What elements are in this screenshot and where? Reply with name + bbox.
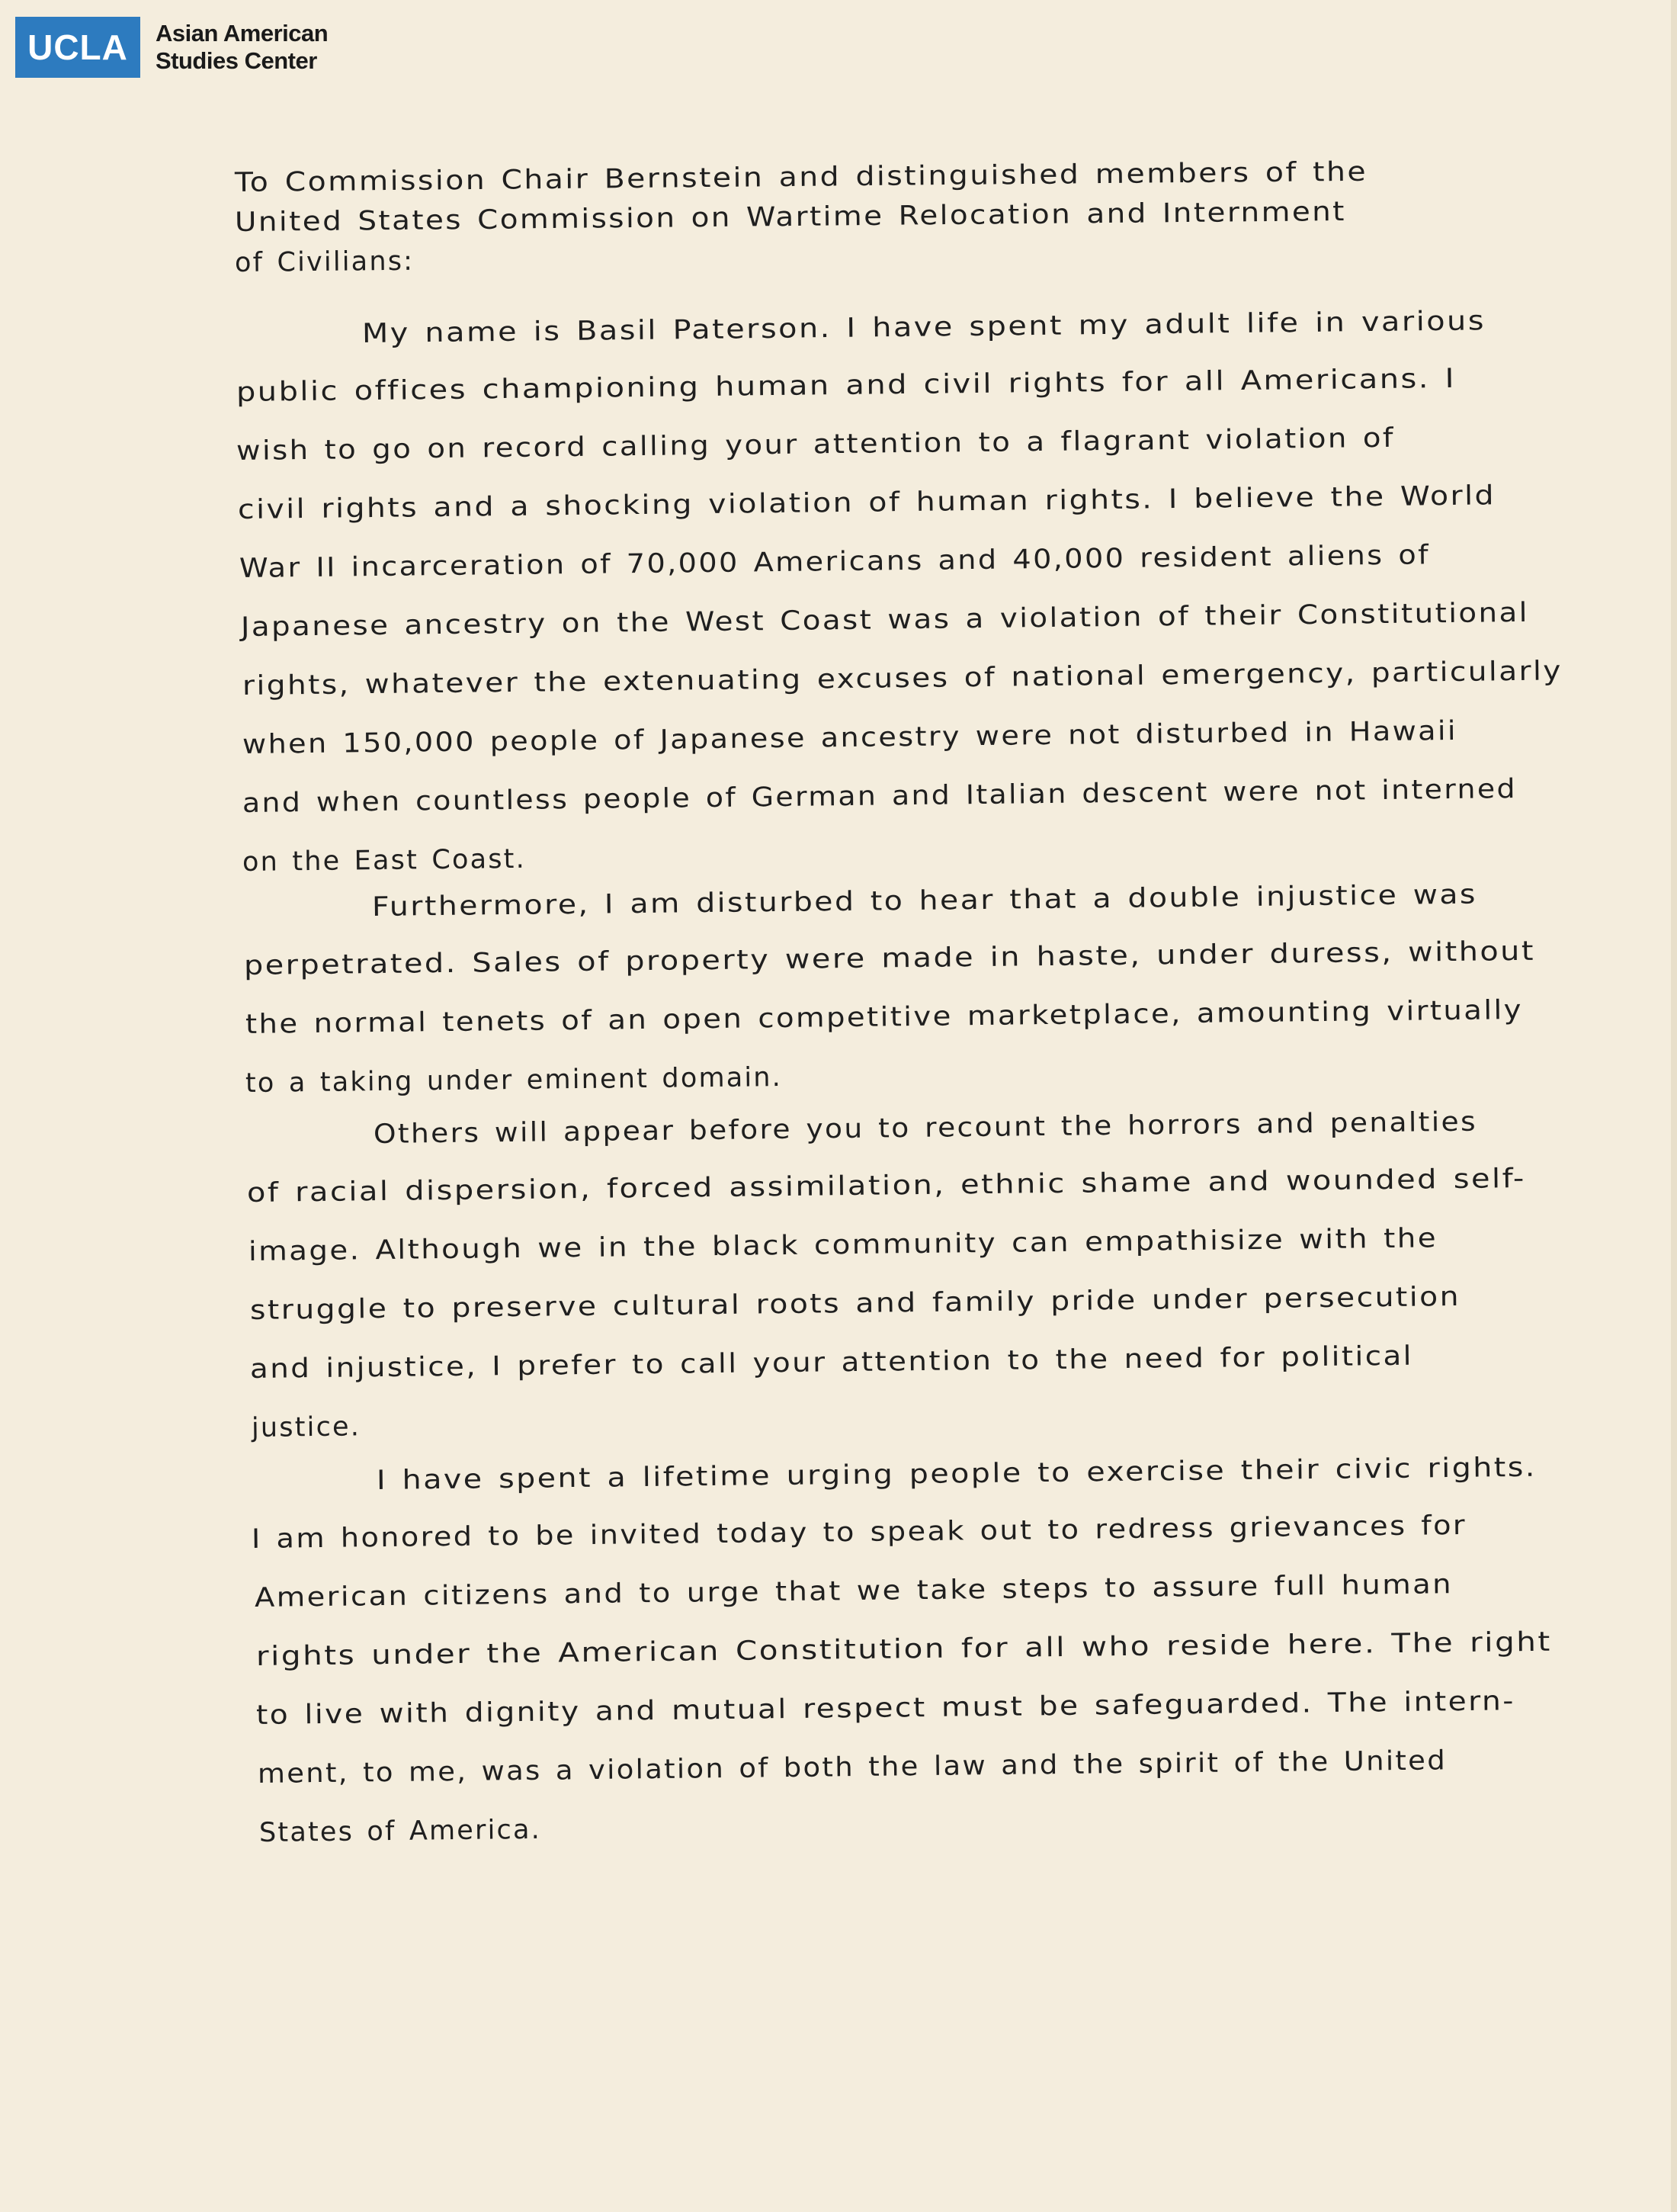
paragraph-4-line: I am honored to be invited today to speak out to redress grievances for bbox=[251, 1510, 1467, 1555]
paragraph-2-line: perpetrated. Sales of property were made in haste, under duress, without bbox=[243, 936, 1536, 981]
salutation-line: of Civilians: bbox=[234, 246, 415, 278]
paragraph-3-line: of racial dispersion, forced assimilation, ethnic shame and wounded self- bbox=[246, 1163, 1527, 1209]
paragraph-4-line: American citizens and to urge that we take steps to assure full human bbox=[254, 1569, 1454, 1613]
logo-line-2: Studies Center bbox=[156, 47, 317, 74]
paragraph-3-line: struggle to preserve cultural roots and family pride under persecution bbox=[249, 1281, 1461, 1326]
paragraph-2-line: to a taking under eminent domain. bbox=[245, 1062, 783, 1099]
paragraph-3-line: Others will appear before you to recount the horrors and penalties bbox=[373, 1106, 1478, 1150]
paragraph-4-line: to live with dignity and mutual respect must be safeguarded. The intern- bbox=[255, 1686, 1516, 1731]
paragraph-3-line: justice. bbox=[251, 1411, 361, 1443]
paragraph-2-line: the normal tenets of an open competitive marketplace, amounting virtually bbox=[245, 994, 1524, 1040]
paragraph-1-line: on the East Coast. bbox=[242, 843, 527, 878]
paragraph-4-line: ment, to me, was a violation of both the law and the spirit of the United bbox=[257, 1745, 1448, 1790]
paragraph-1-line: My name is Basil Paterson. I have spent my adult life in various bbox=[361, 306, 1486, 349]
paragraph-1-line: public offices championing human and civil rights for all Americans. I bbox=[236, 363, 1457, 408]
paragraph-3-line: and injustice, I prefer to call your attention to the need for political bbox=[249, 1340, 1414, 1385]
salutation-line: To Commission Chair Bernstein and distinguished members of the bbox=[234, 156, 1368, 198]
paragraph-1-line: and when countless people of German and Italian descent were not interned bbox=[242, 774, 1518, 819]
paragraph-1-line: wish to go on record calling your attention to a flagrant violation of bbox=[236, 422, 1396, 467]
paragraph-2-line: Furthermore, I am disturbed to hear that a double injustice was bbox=[371, 879, 1478, 923]
paragraph-1-line: civil rights and a shocking violation of human rights. I believe the World bbox=[237, 480, 1496, 525]
paragraph-1-line: rights, whatever the extenuating excuses of national emergency, particularly bbox=[242, 656, 1563, 701]
paragraph-3-line: image. Although we in the black community can empathisize with the bbox=[248, 1223, 1438, 1267]
paragraph-1-line: War II incarceration of 70,000 Americans and 40,000 resident aliens of bbox=[239, 540, 1431, 584]
salutation-line: United States Commission on Wartime Relocation and Internment bbox=[234, 197, 1347, 238]
logo-line-1: Asian American bbox=[156, 20, 329, 47]
paragraph-1-line: when 150,000 people of Japanese ancestry were not disturbed in Hawaii bbox=[242, 715, 1458, 760]
paragraph-1-line: Japanese ancestry on the West Coast was a violation of their Constitutional bbox=[240, 597, 1530, 643]
ucla-logo-mark-text: UCLA bbox=[27, 27, 128, 67]
paragraph-4-line: I have spent a lifetime urging people to exercise their civic rights. bbox=[376, 1452, 1538, 1496]
paragraph-4-line: rights under the American Constitution for all who reside here. The right bbox=[255, 1626, 1553, 1672]
paragraph-4-line: States of America. bbox=[258, 1814, 542, 1848]
